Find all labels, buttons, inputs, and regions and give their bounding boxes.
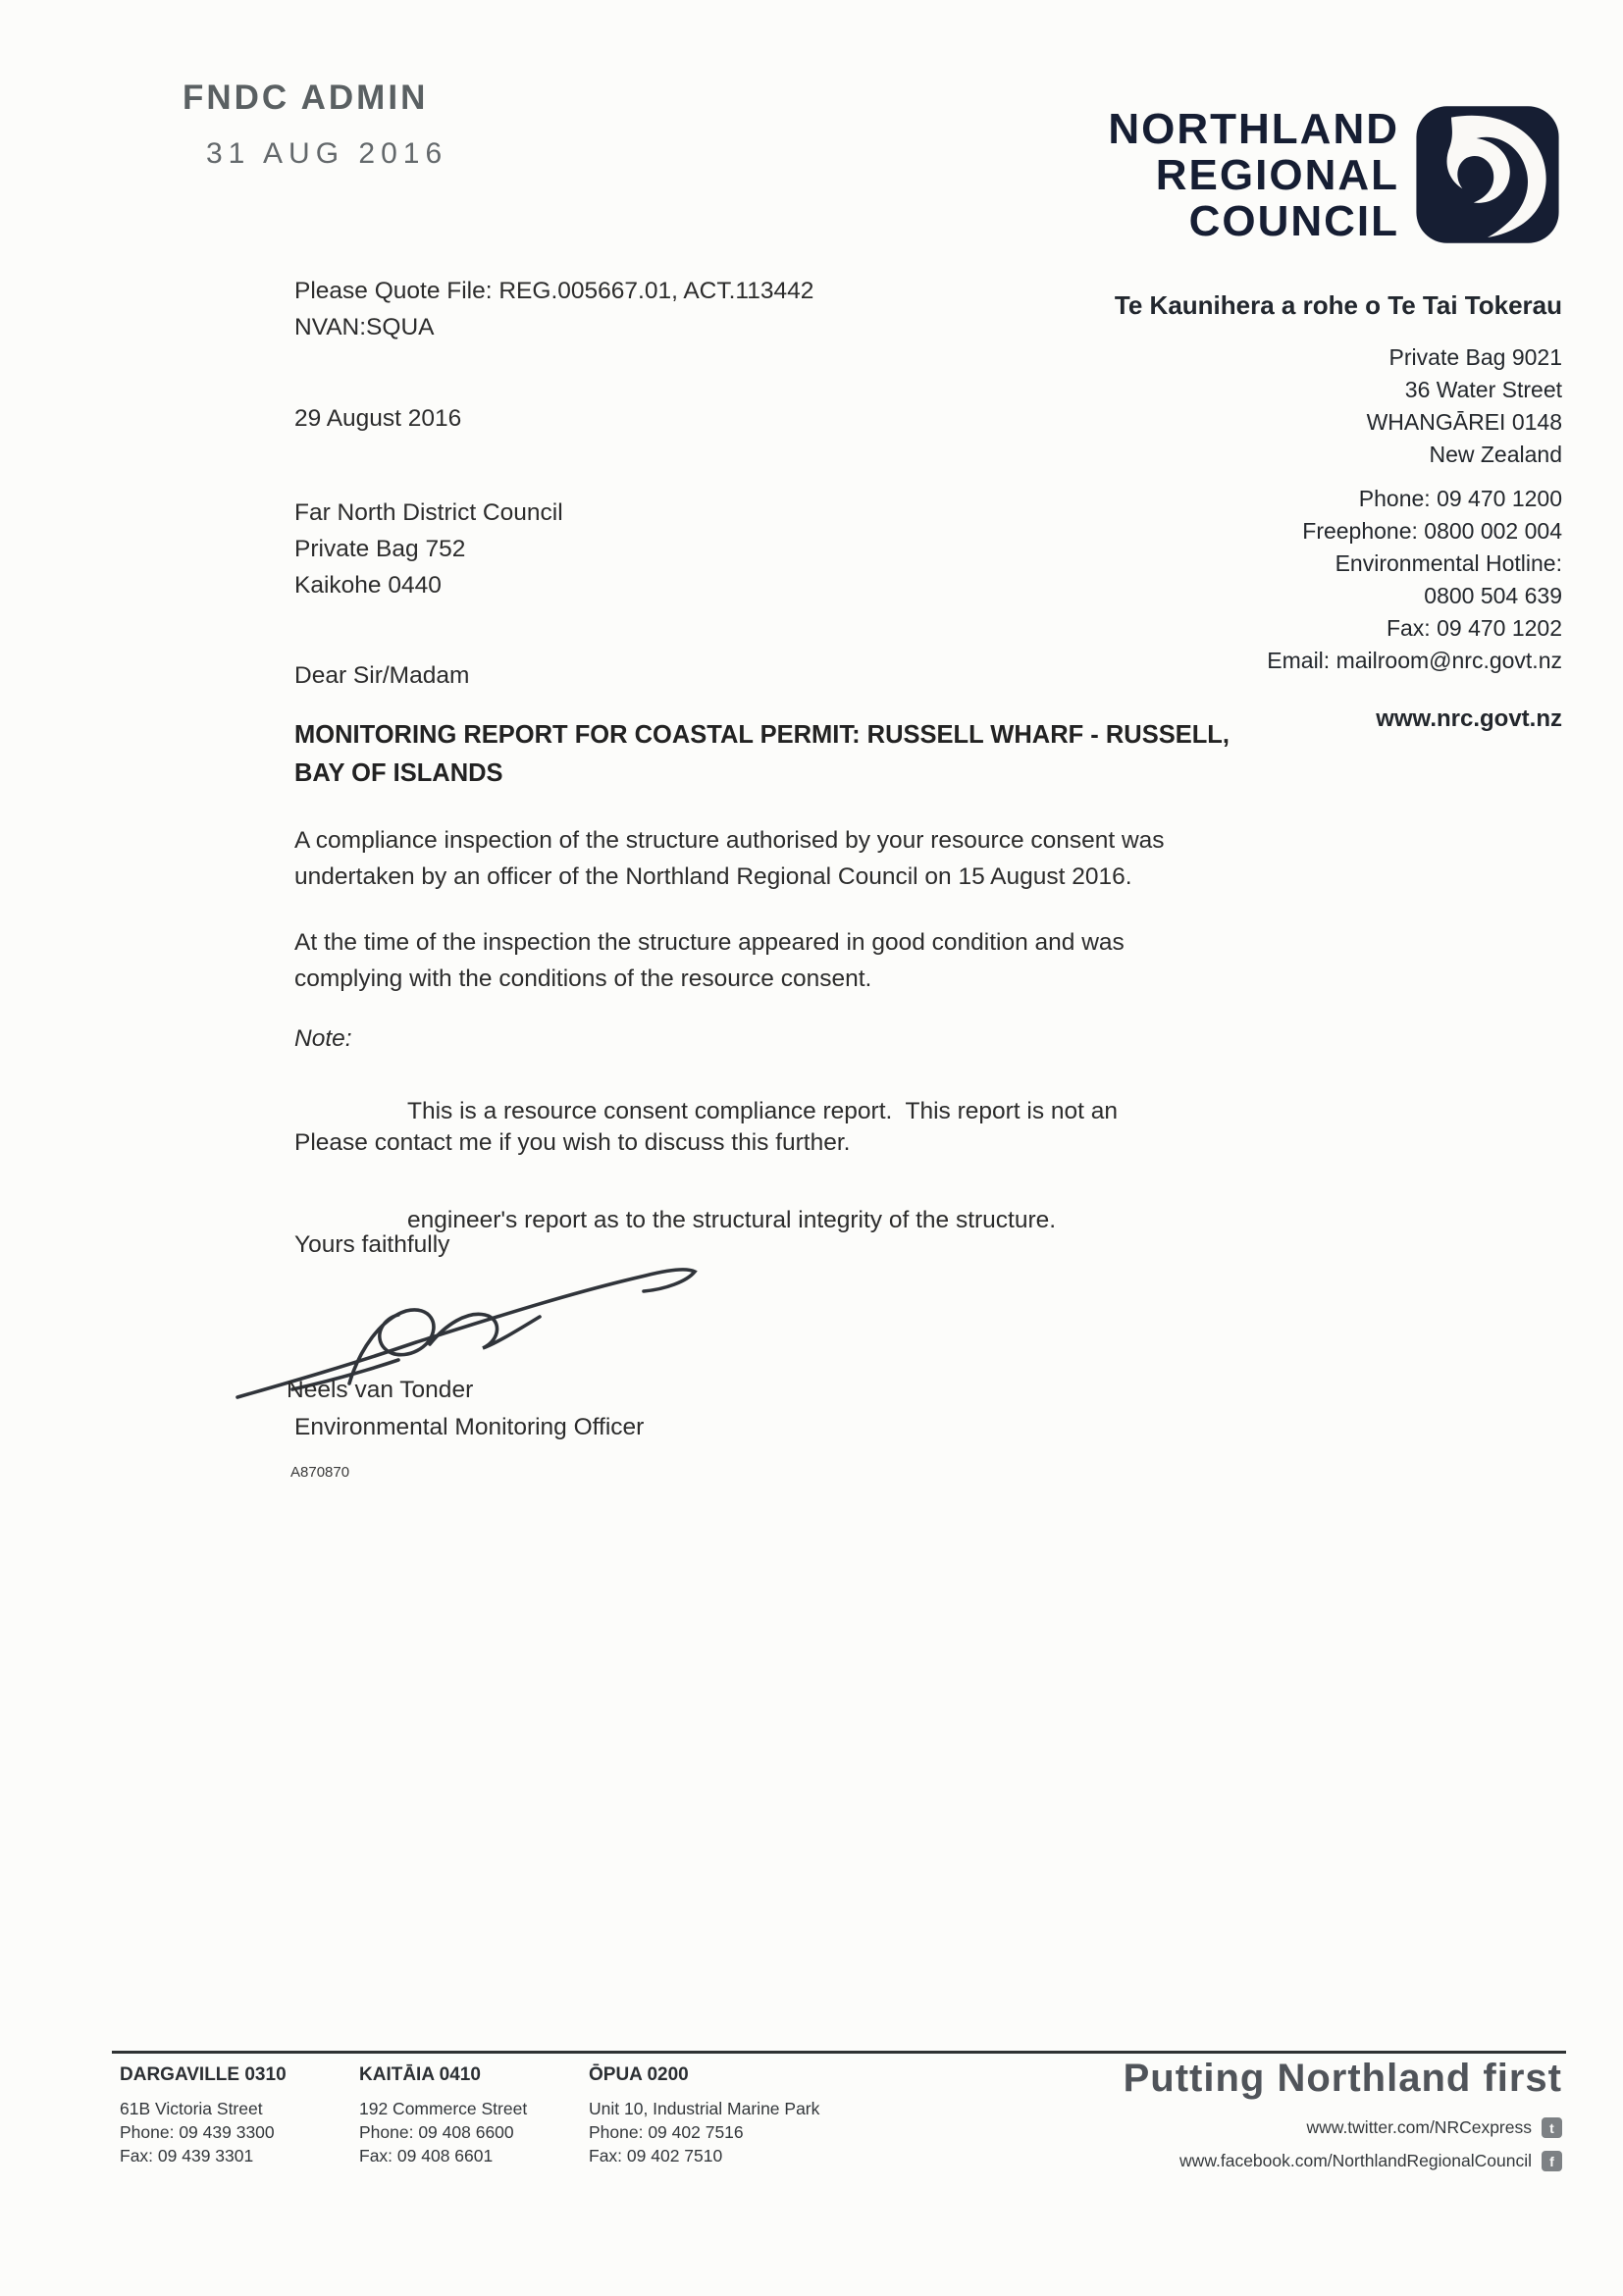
recipient-line: Private Bag 752 bbox=[294, 536, 466, 562]
footer-divider bbox=[112, 2051, 1566, 2054]
office-phone: Phone: 09 402 7516 bbox=[589, 2122, 744, 2142]
office-dargaville bbox=[120, 2064, 287, 2167]
salutation: Dear Sir/Madam bbox=[294, 662, 470, 689]
recipient-address bbox=[294, 495, 563, 603]
nrc-logo bbox=[1108, 104, 1560, 245]
office-fax: Fax: 09 408 6601 bbox=[359, 2146, 494, 2166]
twitter-link-row bbox=[1307, 2117, 1563, 2138]
paragraph-contact: Please contact me if you wish to discuss this further. bbox=[294, 1129, 851, 1156]
note-line: engineer's report as to the structural integrity of the structure. bbox=[407, 1207, 1057, 1233]
contact-address-line: New Zealand bbox=[1429, 442, 1562, 467]
office-fax: Fax: 09 402 7510 bbox=[589, 2146, 723, 2166]
ref-code-line: NVAN:SQUA bbox=[294, 314, 435, 340]
office-name: DARGAVILLE 0310 bbox=[120, 2064, 287, 2085]
quote-file-line: Please Quote File: REG.005667.01, ACT.113442 bbox=[294, 278, 814, 304]
paragraph-line: A compliance inspection of the structure authorised by your resource consent was bbox=[294, 827, 1165, 854]
contact-website: www.nrc.govt.nz bbox=[1376, 705, 1562, 732]
contact-block bbox=[1267, 341, 1562, 735]
office-street: 192 Commerce Street bbox=[359, 2099, 528, 2118]
signatory-name: Neels van Tonder bbox=[287, 1377, 474, 1403]
contact-address-line: 36 Water Street bbox=[1404, 377, 1562, 402]
stamp-org-text: FNDC ADMIN bbox=[183, 78, 429, 117]
quote-file-block bbox=[294, 273, 813, 345]
subject-line: BAY OF ISLANDS bbox=[294, 759, 503, 787]
letter-date: 29 August 2016 bbox=[294, 405, 462, 432]
facebook-url: www.facebook.com/NorthlandRegionalCouncil bbox=[1179, 2151, 1532, 2170]
logo-line-2: REGIONAL bbox=[1155, 150, 1399, 199]
signatory-title: Environmental Monitoring Officer bbox=[294, 1414, 645, 1440]
contact-phone-line: Phone: 09 470 1200 bbox=[1358, 486, 1562, 511]
facebook-link-row bbox=[1179, 2151, 1562, 2171]
recipient-line: Kaikohe 0440 bbox=[294, 572, 442, 599]
maori-tagline: Te Kaunihera a rohe o Te Tai Tokerau bbox=[1114, 290, 1562, 320]
recipient-line: Far North District Council bbox=[294, 499, 563, 526]
paragraph-condition bbox=[294, 924, 1125, 997]
wave-logo-icon bbox=[1415, 104, 1560, 245]
slogan: Putting Northland first bbox=[1123, 2057, 1562, 2100]
logo-line-3: COUNCIL bbox=[1188, 196, 1399, 245]
office-phone: Phone: 09 408 6600 bbox=[359, 2122, 514, 2142]
contact-phone-line: 0800 504 639 bbox=[1424, 583, 1562, 608]
office-street: Unit 10, Industrial Marine Park bbox=[589, 2099, 820, 2118]
spacer bbox=[1267, 471, 1562, 483]
paragraph-line: complying with the conditions of the resource consent. bbox=[294, 965, 872, 992]
logo-line-1: NORTHLAND bbox=[1108, 104, 1399, 153]
office-street: 61B Victoria Street bbox=[120, 2099, 263, 2118]
subject-heading bbox=[294, 716, 1230, 793]
office-fax: Fax: 09 439 3301 bbox=[120, 2146, 254, 2166]
document-reference: A870870 bbox=[290, 1464, 350, 1481]
paragraph-inspection bbox=[294, 822, 1165, 895]
facebook-icon: f bbox=[1542, 2151, 1562, 2171]
contact-address-line: WHANGĀREI 0148 bbox=[1366, 409, 1562, 435]
contact-phone-line: Freephone: 0800 002 004 bbox=[1302, 518, 1562, 544]
paragraph-line: undertaken by an officer of the Northland Regional Council on 15 August 2016. bbox=[294, 863, 1132, 890]
paragraph-line: At the time of the inspection the structure appeared in good condition and was bbox=[294, 929, 1125, 956]
contact-phone-line: Fax: 09 470 1202 bbox=[1386, 615, 1562, 641]
nrc-logo-wordmark bbox=[1108, 106, 1399, 244]
subject-line: MONITORING REPORT FOR COASTAL PERMIT: RUSSELL WHARF - RUSSELL, bbox=[294, 721, 1230, 749]
stamp-date-text: 31 AUG 2016 bbox=[206, 137, 448, 170]
twitter-url: www.twitter.com/NRCexpress bbox=[1306, 2117, 1532, 2137]
office-phone: Phone: 09 439 3300 bbox=[120, 2122, 275, 2142]
note-label: Note: bbox=[294, 1025, 352, 1052]
twitter-icon: t bbox=[1542, 2117, 1562, 2138]
contact-email-line: Email: mailroom@nrc.govt.nz bbox=[1267, 648, 1562, 673]
office-name: ŌPUA 0200 bbox=[589, 2064, 689, 2085]
office-name: KAITĀIA 0410 bbox=[359, 2064, 481, 2085]
closing: Yours faithfully bbox=[294, 1231, 450, 1258]
contact-address-line: Private Bag 9021 bbox=[1388, 344, 1562, 370]
office-kaitaia bbox=[359, 2064, 527, 2167]
note-line: This is a resource consent compliance report. This report is not an bbox=[407, 1098, 1118, 1124]
contact-phone-line: Environmental Hotline: bbox=[1335, 550, 1562, 576]
office-opua bbox=[589, 2064, 819, 2167]
received-stamp bbox=[183, 78, 447, 171]
